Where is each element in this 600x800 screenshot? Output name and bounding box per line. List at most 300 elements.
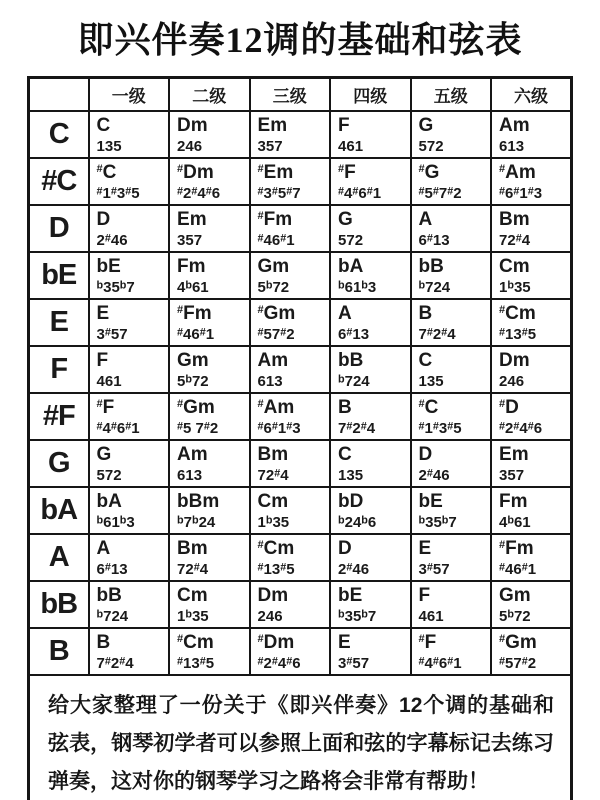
sharp-sign: # (199, 654, 206, 667)
chord-name: #D (499, 396, 519, 418)
sharp-sign: # (499, 538, 506, 551)
sharp-sign: # (110, 184, 117, 197)
flat-sign: b (119, 513, 127, 526)
level-header: 三级 (250, 78, 331, 111)
sharp-sign: # (110, 419, 117, 432)
key-label: bE (29, 252, 89, 299)
chord-name: Em (177, 208, 207, 230)
chord-notes: #13#5 (499, 325, 537, 343)
footer-row (29, 675, 572, 800)
key-label: E (29, 299, 89, 346)
chord-notes: 357 (257, 137, 283, 155)
chord-name: #Dm (177, 161, 214, 183)
sharp-sign: # (177, 419, 184, 432)
chord-notes: 461 (96, 372, 122, 390)
chord-cell (169, 346, 250, 393)
key-row (29, 534, 572, 581)
level-header: 四级 (330, 78, 411, 111)
chord-cell (411, 628, 492, 675)
chord-notes: #5#7#2 (418, 184, 462, 202)
key-label: C (29, 111, 89, 158)
chord-name: D (96, 208, 111, 230)
chord-notes: #2#4#6 (177, 184, 221, 202)
chord-cell (169, 205, 250, 252)
chord-name: #C (418, 396, 439, 418)
chord-notes: 135 (338, 466, 364, 484)
chord-name: C (338, 443, 352, 465)
chord-notes: $^b$24$^b$6 (338, 513, 377, 531)
chord-notes: #57#2 (257, 325, 295, 343)
chord-cell (89, 534, 170, 581)
chord-cell (169, 393, 250, 440)
chord-name: Fm (499, 490, 528, 512)
level-header: 六级 (491, 78, 572, 111)
chord-name: #Gm (499, 631, 537, 653)
chord-cell (491, 299, 572, 346)
sharp-sign: # (125, 184, 132, 197)
chord-cell (491, 346, 572, 393)
flat-sign: b (185, 607, 192, 620)
chord-notes: 72#4 (499, 231, 531, 249)
chord-notes: #3#5#7 (257, 184, 301, 202)
chord-notes: 461 (418, 607, 444, 625)
flat-sign: b (441, 513, 449, 526)
chord-name: C (96, 114, 111, 136)
chord-cell (89, 205, 170, 252)
chord-cell (330, 111, 411, 158)
sharp-sign: # (352, 184, 359, 197)
chord-name: Cm (177, 584, 208, 606)
flat-sign: b (185, 372, 192, 385)
chord-name: bE (418, 490, 443, 512)
chord-name: bE (338, 584, 363, 606)
chord-cell (250, 487, 331, 534)
chord-cell (169, 534, 250, 581)
flat-sign: b (119, 278, 127, 291)
sharp-sign: # (521, 560, 528, 573)
chord-name: #C (96, 161, 117, 183)
chord-table (27, 76, 573, 800)
chord-cell (169, 252, 250, 299)
sharp-sign: # (257, 560, 264, 573)
chord-name: Gm (257, 255, 290, 277)
chord-cell (411, 111, 492, 158)
table-header (29, 78, 572, 111)
chord-cell (330, 534, 411, 581)
sharp-sign: # (286, 419, 293, 432)
sharp-sign: # (418, 654, 425, 667)
sharp-sign: # (119, 654, 126, 667)
sharp-sign: # (447, 419, 454, 432)
chord-name: bB (338, 349, 364, 371)
chord-notes: $^b$35$^b$7 (418, 513, 457, 531)
sharp-sign: # (257, 209, 264, 222)
sharp-sign: # (280, 231, 287, 244)
flat-sign: b (191, 513, 199, 526)
chord-notes: 6#13 (418, 231, 450, 249)
sharp-sign: # (441, 325, 448, 338)
sharp-sign: # (96, 162, 103, 175)
sharp-sign: # (205, 184, 212, 197)
chord-notes: $^b$7$^b$24 (177, 513, 216, 531)
chord-cell (89, 158, 170, 205)
flat-sign: b (96, 513, 104, 526)
chord-cell (411, 440, 492, 487)
sharp-sign: # (271, 654, 278, 667)
chord-notes: 7#2#4 (418, 325, 456, 343)
chord-name: Am (177, 443, 208, 465)
sharp-sign: # (418, 162, 425, 175)
flat-sign: b (338, 278, 345, 291)
chord-cell (169, 487, 250, 534)
sharp-sign: # (199, 325, 206, 338)
chord-cell (169, 581, 250, 628)
chord-notes: #6#1#3 (257, 419, 301, 437)
chord-notes: #6#1#3 (499, 184, 543, 202)
chord-cell (89, 440, 170, 487)
chord-notes: 72#4 (257, 466, 289, 484)
page-title: 即兴伴奏12调的基础和弦表 (77, 20, 523, 60)
sharp-sign: # (280, 560, 287, 573)
sharp-sign: # (271, 184, 278, 197)
flat-sign: b (361, 513, 368, 526)
sharp-sign: # (521, 654, 528, 667)
chord-name: D (418, 443, 433, 465)
sharp-sign: # (426, 231, 433, 244)
chord-name: A (418, 208, 433, 230)
sharp-sign: # (193, 560, 200, 573)
chord-name: bA (96, 490, 122, 512)
chord-name: #Am (499, 161, 536, 183)
sharp-sign: # (432, 419, 439, 432)
chord-name: bB (418, 255, 444, 277)
key-row (29, 393, 572, 440)
sharp-sign: # (499, 560, 506, 573)
chord-name: bD (338, 490, 364, 512)
sharp-sign: # (527, 184, 534, 197)
key-row (29, 205, 572, 252)
chord-notes: 613 (499, 137, 525, 155)
chord-name: G (338, 208, 353, 230)
sharp-sign: # (257, 325, 264, 338)
chord-cell (169, 628, 250, 675)
chord-notes: 4$^b$61 (499, 513, 531, 531)
chord-cell (411, 299, 492, 346)
sharp-sign: # (274, 466, 281, 479)
key-label: bA (29, 487, 89, 534)
chord-cell (491, 252, 572, 299)
sharp-sign: # (338, 184, 345, 197)
sharp-sign: # (426, 466, 433, 479)
chord-name: F (338, 114, 350, 136)
chord-cell (169, 158, 250, 205)
chord-cell (330, 205, 411, 252)
chord-notes: 572 (418, 137, 444, 155)
chord-cell (411, 346, 492, 393)
footer-note: 给大家整理了一份关于《即兴伴奏》12个调的基础和弦表，钢琴初学者可以参照上面和弦的字幕标记去练习弹奏，这对你的钢琴学习之路将会非常有帮助！ (29, 675, 572, 800)
sharp-sign: # (418, 397, 425, 410)
chord-notes: 6#13 (338, 325, 370, 343)
sharp-sign: # (257, 303, 264, 316)
chord-cell (330, 440, 411, 487)
chord-notes: 5$^b$72 (499, 607, 531, 625)
sharp-sign: # (177, 654, 184, 667)
table-footer (29, 675, 572, 800)
chord-cell (411, 581, 492, 628)
sharp-sign: # (257, 397, 264, 410)
sharp-sign: # (418, 632, 425, 645)
sharp-sign: # (203, 419, 210, 432)
sharp-sign: # (338, 162, 345, 175)
sharp-sign: # (499, 654, 506, 667)
flat-sign: b (361, 278, 368, 291)
chord-notes: #4#6#1 (418, 654, 462, 672)
chord-notes: 2#46 (96, 231, 128, 249)
chord-notes: $^b$61$^b$3 (96, 513, 135, 531)
chord-cell (250, 346, 331, 393)
chord-name: #Fm (257, 208, 293, 230)
chord-notes: #13#5 (177, 654, 215, 672)
chord-cell (250, 299, 331, 346)
chord-name: bA (338, 255, 364, 277)
key-label: bB (29, 581, 89, 628)
sharp-sign: # (499, 632, 506, 645)
chord-notes: $^b$61$^b$3 (338, 278, 377, 296)
chord-cell (330, 158, 411, 205)
chord-name: Dm (499, 349, 530, 371)
chord-name: G (96, 443, 112, 465)
flat-sign: b (338, 372, 345, 385)
chord-name: Dm (177, 114, 208, 136)
chord-cell (250, 393, 331, 440)
sharp-sign: # (280, 325, 287, 338)
chord-name: B (338, 396, 352, 418)
chord-name: bE (96, 255, 121, 277)
chord-cell (330, 487, 411, 534)
chord-notes: 2#46 (418, 466, 450, 484)
chord-name: #Am (257, 396, 295, 418)
chord-name: #Dm (257, 631, 295, 653)
chord-notes: 3#57 (96, 325, 128, 343)
chord-name: F (418, 584, 431, 606)
sharp-sign: # (257, 654, 264, 667)
chord-cell (89, 111, 170, 158)
chord-cell (491, 534, 572, 581)
chord-notes: 7#2#4 (96, 654, 134, 672)
chord-notes: 1$^b$35 (499, 278, 531, 296)
chord-notes: #46#1 (499, 560, 537, 578)
chord-notes: #13#5 (257, 560, 295, 578)
chord-name: Em (499, 443, 529, 465)
chord-name: Am (257, 349, 289, 371)
sharp-sign: # (499, 303, 506, 316)
chord-notes: 1$^b$35 (257, 513, 290, 531)
level-header: 一级 (89, 78, 170, 111)
sharp-sign: # (527, 419, 534, 432)
chord-name: C (418, 349, 433, 371)
chord-notes: $^b$35$^b$7 (96, 278, 135, 296)
key-label: B (29, 628, 89, 675)
sharp-sign: # (257, 162, 264, 175)
chord-notes: 461 (338, 137, 364, 155)
sharp-sign: # (257, 184, 264, 197)
chord-name: F (96, 349, 109, 371)
sharp-sign: # (346, 325, 353, 338)
sharp-sign: # (177, 303, 184, 316)
chord-notes: #4#6#1 (338, 184, 382, 202)
chord-name: B (418, 302, 433, 324)
chord-name: #G (418, 161, 440, 183)
key-label: A (29, 534, 89, 581)
key-row (29, 440, 572, 487)
sharp-sign: # (96, 419, 103, 432)
chord-notes: 7#2#4 (338, 419, 376, 437)
sharp-sign: # (257, 419, 264, 432)
chord-notes: 4$^b$61 (177, 278, 209, 296)
sharp-sign: # (177, 397, 184, 410)
chord-notes: $^b$724 (418, 278, 451, 296)
chord-name: #Cm (177, 631, 214, 653)
chord-name: E (418, 537, 432, 559)
chord-cell (330, 299, 411, 346)
sharp-sign: # (104, 654, 111, 667)
sharp-sign: # (346, 419, 353, 432)
sharp-sign: # (191, 184, 198, 197)
chord-cell (89, 346, 170, 393)
level-header: 二级 (169, 78, 250, 111)
flat-sign: b (265, 278, 273, 291)
chord-name: #Cm (499, 302, 536, 324)
flat-sign: b (96, 607, 104, 620)
chord-notes: 3#57 (338, 654, 370, 672)
chord-cell (330, 346, 411, 393)
chord-name: G (418, 114, 434, 136)
sharp-sign: # (286, 184, 293, 197)
flat-sign: b (507, 513, 514, 526)
chord-cell (491, 111, 572, 158)
sharp-sign: # (515, 231, 522, 244)
chord-name: #F (338, 161, 356, 183)
chord-name: A (338, 302, 352, 324)
chord-name: #Cm (257, 537, 295, 559)
flat-sign: b (507, 607, 514, 620)
sharp-sign: # (104, 231, 111, 244)
chord-name: bB (96, 584, 122, 606)
chord-notes: 72#4 (177, 560, 209, 578)
chord-notes: 246 (499, 372, 525, 390)
chord-notes: 1$^b$35 (177, 607, 209, 625)
chord-notes: 613 (257, 372, 283, 390)
chord-name: Em (257, 114, 288, 136)
chord-notes: 613 (177, 466, 203, 484)
chord-notes: #1#3#5 (418, 419, 462, 437)
sharp-sign: # (104, 560, 111, 573)
key-row (29, 628, 572, 675)
chord-cell (250, 628, 331, 675)
key-row (29, 487, 572, 534)
chord-notes: 246 (257, 607, 283, 625)
sharp-sign: # (177, 162, 184, 175)
chord-notes: 572 (338, 231, 364, 249)
sharp-sign: # (104, 325, 111, 338)
chord-cell (89, 628, 170, 675)
sharp-sign: # (271, 419, 278, 432)
flat-sign: b (96, 278, 104, 291)
sharp-sign: # (366, 184, 373, 197)
chord-cell (411, 252, 492, 299)
chord-name: Fm (177, 255, 206, 277)
chord-name: Gm (177, 349, 209, 371)
chord-name: #Gm (177, 396, 215, 418)
sharp-sign: # (447, 184, 454, 197)
key-row (29, 158, 572, 205)
chord-cell (330, 628, 411, 675)
flat-sign: b (265, 513, 273, 526)
key-row (29, 111, 572, 158)
chord-name: Cm (257, 490, 289, 512)
sharp-sign: # (426, 325, 433, 338)
chord-cell (491, 487, 572, 534)
flat-sign: b (507, 278, 514, 291)
chord-notes: 572 (96, 466, 122, 484)
chord-name: #Fm (177, 302, 212, 324)
sharp-sign: # (499, 419, 506, 432)
key-row (29, 299, 572, 346)
chord-notes: 246 (177, 137, 203, 155)
chord-cell (330, 581, 411, 628)
chord-name: #Fm (499, 537, 534, 559)
chord-notes: #46#1 (257, 231, 295, 249)
sharp-sign: # (96, 184, 103, 197)
sharp-sign: # (432, 184, 439, 197)
chord-cell (330, 393, 411, 440)
sharp-sign: # (177, 632, 184, 645)
sharp-sign: # (125, 419, 132, 432)
key-label: #F (29, 393, 89, 440)
sharp-sign: # (360, 419, 367, 432)
sharp-sign: # (499, 184, 506, 197)
chord-notes: $^b$724 (338, 372, 370, 390)
chord-notes: #2#4#6 (499, 419, 543, 437)
chord-name: B (96, 631, 111, 653)
chord-cell (330, 252, 411, 299)
flat-sign: b (418, 513, 426, 526)
flat-sign: b (338, 513, 345, 526)
chord-cell (411, 205, 492, 252)
chord-notes: 5$^b$72 (257, 278, 290, 296)
chord-cell (89, 393, 170, 440)
chord-cell (250, 205, 331, 252)
chord-cell (411, 534, 492, 581)
chord-cell (491, 628, 572, 675)
chord-notes: 135 (96, 137, 122, 155)
chord-cell (169, 111, 250, 158)
sharp-sign: # (346, 560, 353, 573)
chord-notes: #2#4#6 (257, 654, 301, 672)
sharp-sign: # (418, 419, 425, 432)
level-header: 五级 (411, 78, 492, 111)
chord-name: D (338, 537, 352, 559)
key-row (29, 581, 572, 628)
chord-notes: 5$^b$72 (177, 372, 209, 390)
chord-cell (89, 487, 170, 534)
chord-notes: #1#3#5 (96, 184, 140, 202)
chord-name: #Gm (257, 302, 296, 324)
sharp-sign: # (521, 325, 528, 338)
flat-sign: b (361, 607, 368, 620)
chord-notes: 135 (418, 372, 444, 390)
chord-name: Am (499, 114, 530, 136)
